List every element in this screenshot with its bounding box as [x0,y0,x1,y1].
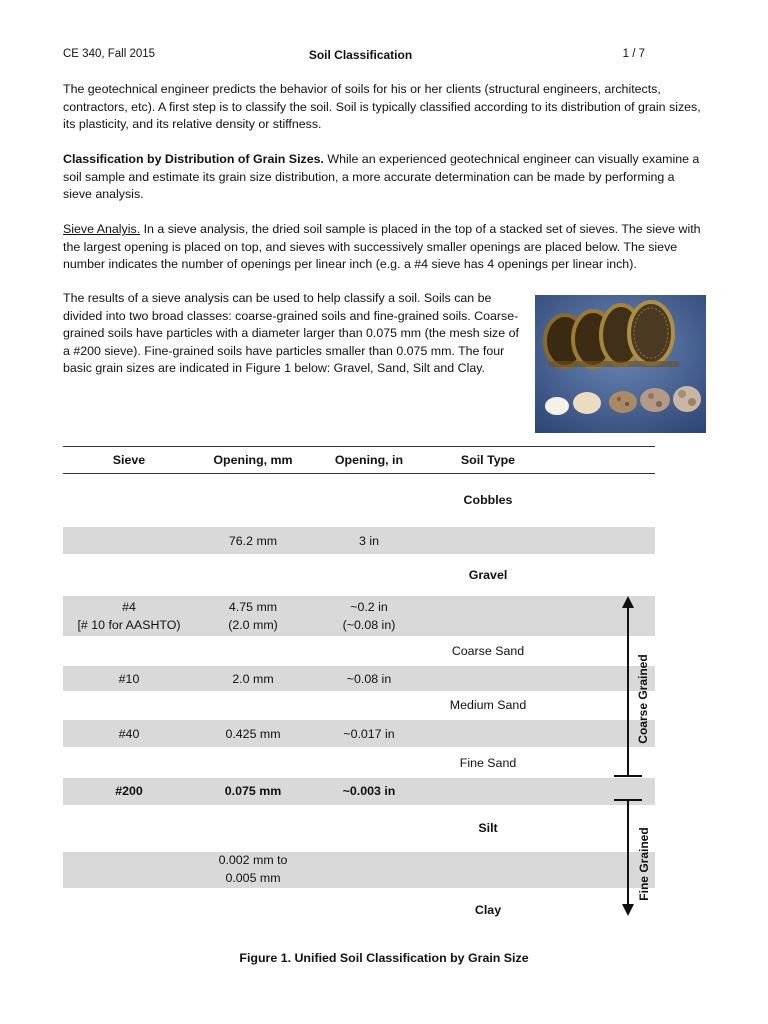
sieve-number-4: #4 [122,600,136,614]
sieve-number-aashto: [# 10 for AASHTO) [77,618,181,632]
opening-mm-clay-lower: 0.005 mm [225,871,281,885]
soil-type-medium-sand: Medium Sand [449,698,527,712]
results-paragraph: The results of a sieve analysis can be used to help classify a soil. Soils can be divided into two broad classes: coarse-grained soils and fine-grained soils. Coarse-grained soils have particles with a diameter larger than 0.075 mm (the mesh size of a #200 sieve). Fine-grained soils have particles smaller than 0.075 mm. The four basic grain sizes are indicated in Figure 1 below: Gravel, Sand, Silt and Clay. [63,291,519,375]
opening-in-40: ~0.017 in [343,727,395,741]
opening-in-10: ~0.08 in [346,672,392,686]
opening-mm-clay-upper: 0.002 mm to [218,853,288,867]
table-row [63,852,655,888]
table-header-rule [63,473,655,474]
sieve-analysis-body: In a sieve analysis, the dried soil sample is placed in the top of a stacked set of sieves. The sieve with the largest opening is placed on top, and sieves with successively smaller openings are placed below. The sieve number indicates the number of openings per linear inch (e.g. a #4 sieve has 4 openings per linear inch). [63,222,701,271]
soil-type-cobbles: Cobbles [463,493,513,507]
grain-size-body: While an experienced geotechnical engineer can visually examine a soil sample and estimate its grain size distribution, a more accurate determination can be made by performing a sieve analysis. [63,152,700,201]
sieve-number-200: #200 [115,784,143,798]
opening-in-3in: 3 in [359,534,379,548]
soil-type-fine-sand: Fine Sand [459,756,517,770]
header-soil-type: Soil Type [460,453,516,467]
grain-size-heading: Classification by Distribution of Grain Sizes. [63,152,324,166]
soil-type-coarse-sand: Coarse Sand [451,644,525,658]
header-sieve: Sieve [112,453,146,467]
opening-mm-10: 2.0 mm [232,672,274,686]
table-top-rule [63,446,655,447]
grain-size-paragraph [63,151,703,204]
opening-in-4: ~0.2 in [350,600,388,614]
sieve-number-10: #10 [118,672,140,686]
page-number: 1 / 7 [622,48,645,60]
page-header [63,48,658,66]
header-opening-in: Opening, in [334,453,404,467]
grain-class-arrows [600,596,660,921]
figure-caption: Figure 1. Unified Soil Classification by Grain Size [239,951,529,965]
opening-mm-40: 0.425 mm [225,727,281,741]
soil-type-clay: Clay [474,903,502,917]
opening-mm-4: 4.75 mm [228,600,278,614]
opening-in-200: ~0.003 in [342,784,396,798]
opening-mm-aashto: (2.0 mm) [228,618,278,632]
opening-in-aashto: (~0.08 in) [342,618,396,632]
course-label: CE 340, Fall 2015 [63,48,156,60]
opening-mm-3in: 76.2 mm [228,534,278,548]
soil-type-gravel: Gravel [468,568,508,582]
soil-type-silt: Silt [478,821,498,835]
opening-mm-200: 0.075 mm [224,784,282,798]
sieve-analysis-paragraph [63,221,703,274]
intro-paragraph: The geotechnical engineer predicts the behavior of soils for his or her clients (structural engineers, architects, contractors, etc). A first step is to classify the soil. Soil is typically classified according to its distribution of grain sizes, its plasticity, and its relative density or stiffness. [63,82,701,131]
sieve-photo [535,295,706,433]
header-opening-mm: Opening, mm [213,453,293,467]
sieve-number-40: #40 [118,727,140,741]
sieve-analysis-heading: Sieve Analyis. [63,222,141,236]
coarse-grained-label: Coarse Grained [636,654,650,744]
page-title: Soil Classification [308,48,413,62]
fine-grained-label: Fine Grained [637,827,651,901]
